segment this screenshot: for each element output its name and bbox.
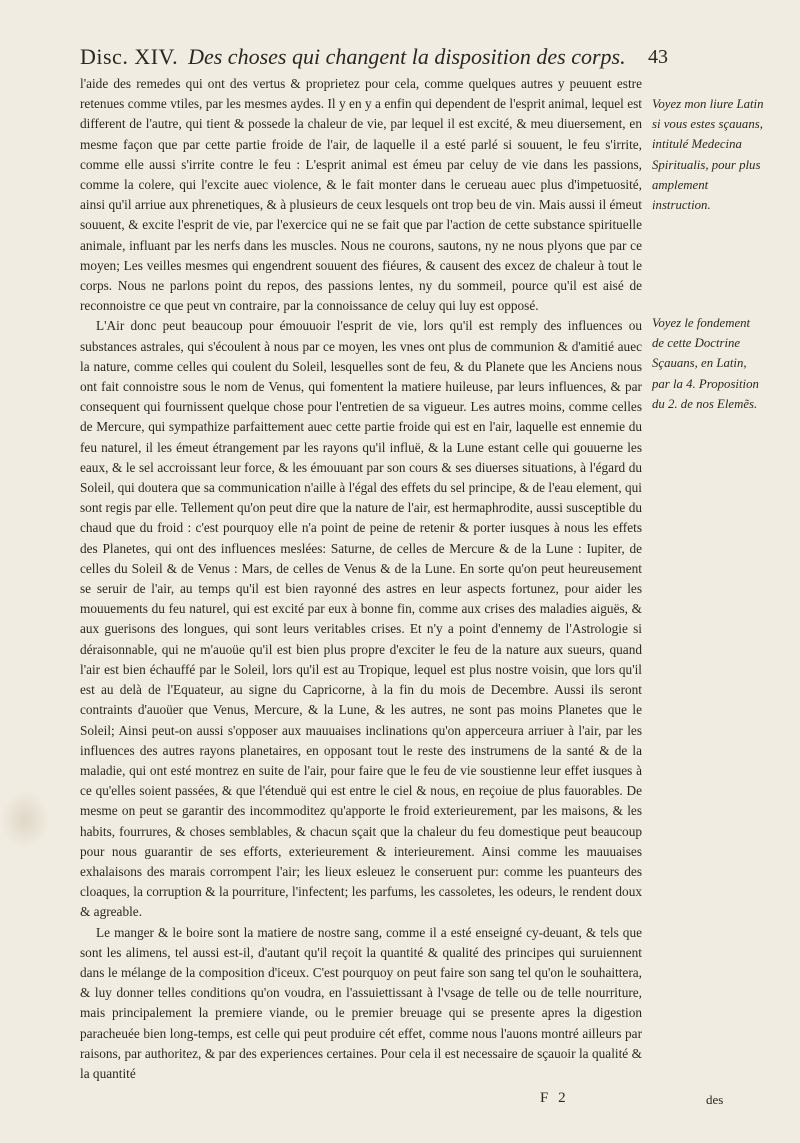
page-title: Des choses qui changent la disposition des corps. (188, 44, 626, 69)
signature-mark: F 2 (540, 1090, 569, 1106)
running-header (80, 44, 668, 70)
paragraph: L'Air donc peut beaucoup pour émouuoir l'esprit de vie, lors qu'il est remply des influences ou substances astrales, qui s'écoulent à nous par ce moyen, les vnes ont plus de communion & d'amitié auec la nature, comme celles qui coulent du Soleil, lesquelles sont de feu, & du Planete que les Anciens nous ont fait connoistre sous le nom de Venus, qui fomentent la matiere huileuse, par leurs influences, & par consequent qui fournissent quelque chose pour l'entretien de sa vigueur. Les autres moins, comme celles de Mercure, qui sympathize parfaittement auec cette partie froide qui est en l'air, laquelle est ennemie du feu naturel, il les émeut étrangement par les rayons qu'il influë, & la Lune estant celle qui gouuerne les eaux, & le sel accroissant leur force, & les émouuant par son cours & ses diuerses situations, à l'égard du Soleil, qui doutera que sa communication n'aille à l'égal des effets du sel principe, & de l'eau element, qui sont regis par elle. Tellement qu'on peut dire que la nature de l'air, est hermaphrodite, aussi susceptible du chaud que du froid : c'est pourquoy elle n'a point de peine de retenir & porter iusques à nous les effets des Planetes, qui ont des influences meslées: Saturne, de celles de Mercure & de la Lune : Iupiter, de celles du Soleil & de Venus : Mars, de celles de Venus & de la Lune. En sorte qu'on peut heureusement se seruir de l'air, au temps qu'il est bien rayonné des astres en leur aspects fortunez, pour aider les mouuements du feu naturel, qui est excité par eux à bonne fin, comme aux crises des maladies aiguës, & aux guerisons des longues, qui sont leurs veritables crises. Et n'y a point d'ennemy de l'Astrologie si déraisonnable, qui ne m'auoüe qu'il est bien plus propre d'exciter le feu de la nature aux sueurs, quand l'air est bien échauffé par le Soleil, lors qu'il est au Tropique, lequel est plus nostre voisin, que lors qu'il est au delà de l'Equateur, au signe du Capricorne, à la fin du mois de Decembre. Aussi ils seront contraints d'auoüer que Venus, Mercure, & la Lune, & les autres, ne sont pas moins Planetes que le Soleil; Ainsi peut-on aussi s'opposer aux mauuaises inclinations qu'on apperceura arriuer à l'air, par les influences des autres rayons planetaires, en opposant tout le reste des instrumens de la santé & de la maladie, qui ont esté montrez en suite de l'air, pour faire que le feu de vie soustienne leur effet iusques à ce qu'elles soient passées, & que l'étenduë qui est entre le ciel & nous, en reçoiue de plus fauorables. De mesme on peut se garantir des incommoditez qu'apporte le froid exterieurement, par les maisons, & les habits, fourrures, & choses semblables, & chacun sçait que la chaleur du feu domestique peut beaucoup pour nous guarantir de ses efforts, exterieurement & interieurement. Ainsi comme les mauuaises exhalaisons des marais corrompent l'air; les lieux esleuez le conseruent pur: comme les puanteurs des cloaques, la corruption & la pourriture, l'infectent; les parfums, les cassoletes, les odeurs, le rendent doux & agreable. (80, 318, 642, 920)
margin-note: Voyez le fondement de cette Doctrine Sçauans, en Latin, par la 4. Proposition du 2. de nos Elemẽs. (652, 316, 759, 411)
paragraph: l'aide des remedes qui ont des vertus & proprietez pour cela, comme quelques autres y peuuent estre retenues comme vtiles, par les mesmes aydes. Il y en y a enfin qui dependent de l'esprit animal, lequel est different de l'autre, qui tient & possede la chaleur de vie, par lequel il est excité, & meu diuersement, en mesme façon que par cette partie froide de l'air, de laquelle il a esté parlé si souuent, le feu s'irrite, comme elle aussi s'irrite contre le feu : L'esprit animal est émeu par celuy de vie dans les passions, comme la colere, qui l'excite auec violence, & le fait monter dans le cerueau auec plus d'impetuosité, ainsi qu'il arriue aux phrenetiques, & à plusieurs de ceux lesquels ont trop beu de vin. Mais aussi il émeut souuent, & excite l'esprit de vie, par l'exercice qui ne se fait que par l'action de cette substance spirituelle animale, influant par les nerfs dans les muscles. Nous ne courons, sautons, ny ne nous plyons que par ce moyen; Les veilles mesmes qui engendrent souuent des fiéures, & causent des excez de chaleur à tout le corps. Nous ne parlons point du repos, des passions lentes, ny du sommeil, pource qu'il est aisé de reconnoistre ce que peut vn contraire, par la connoissance de celuy qui luy est opposé. (80, 76, 642, 314)
paragraph: Le manger & le boire sont la matiere de nostre sang, comme il a esté enseigné cy-deuant, & tels que sont les alimens, tel aussi est-il, d'autant qu'il reçoit la quantité & qualité des principes qui suruiennent dans le mélange de la composition d'iceux. C'est pourquoy on peut faire son sang tel qu'on le souhaittera, & luy donner telles conditions qu'on voudra, en l'assuiettissant à l'vsage de telle ou de telle nourriture, mais principalement la premiere viande, ou le premier breuage qui se presente apres la digestion paracheuée bien long-temps, est celle qui peut produire cét effet, comme nous l'auons montré ailleurs par raisons, par authoritez, & par des experiences certaines. Pour cela il est necessaire de sçauoir la qualité & la quantité (80, 924, 642, 1081)
paper-stain (0, 790, 50, 850)
catchword: des (706, 1092, 724, 1107)
margin-note: Voyez mon liure Latin si vous estes sçauans, intitulé Medecina Spiritualis, pour plus amplement instruction. (652, 97, 764, 213)
page-number: 43 (648, 46, 668, 68)
main-text (80, 74, 642, 1084)
discourse-number: Disc. XIV. (80, 44, 179, 69)
